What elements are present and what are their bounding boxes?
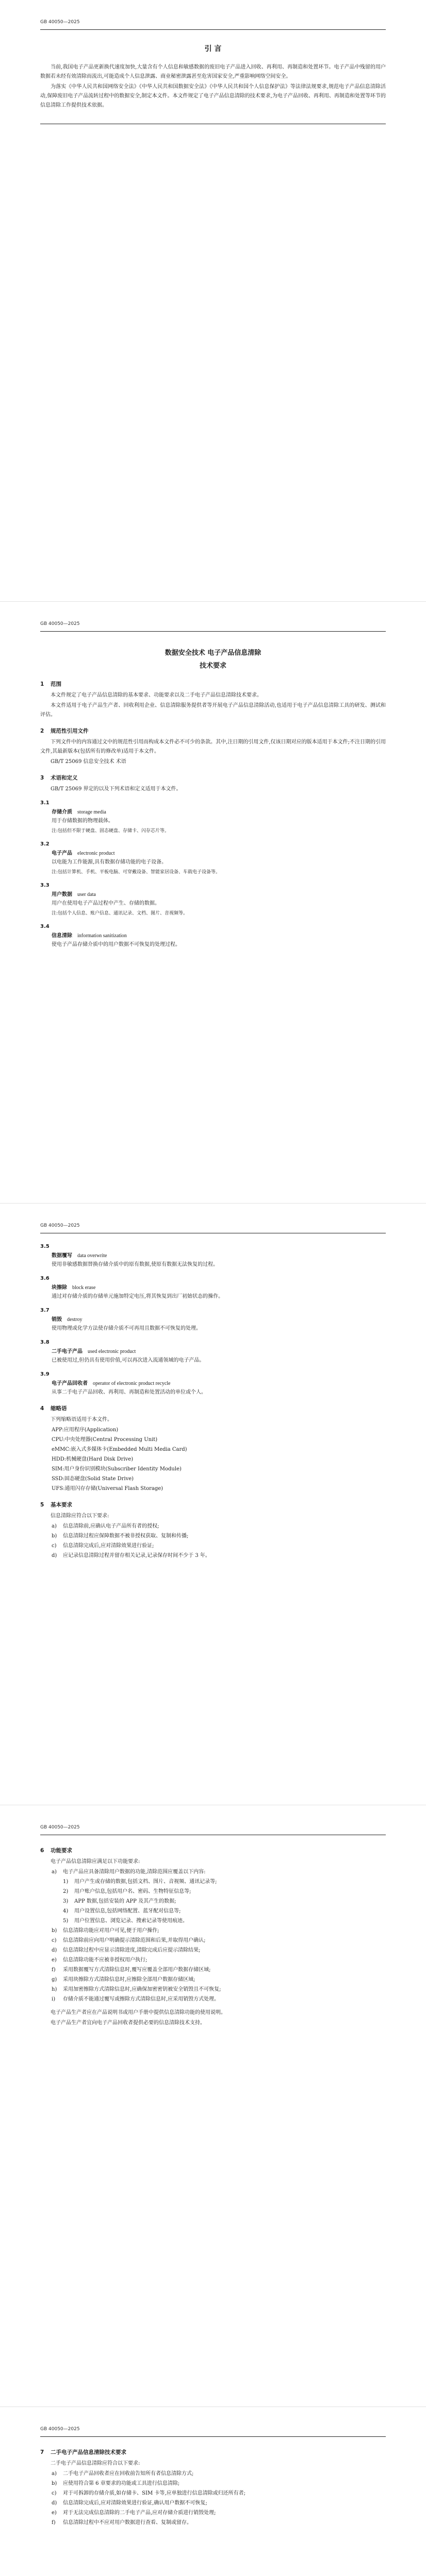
- term-definition: 通过对存储介质的存储单元施加特定电压,将其恢复到出厂初始状态的操作。: [52, 1294, 224, 1299]
- page-header: GB 40050—2025: [40, 20, 386, 30]
- page-main: [0, 602, 426, 1204]
- requirement-item: i) 存储介质不能通过覆写或擦除方式清除信息时,应采用销毁方式处理。: [52, 1996, 220, 2002]
- term-definition: 用于存储数据的物理载体。: [52, 818, 113, 824]
- requirement-item: e) 信息清除功能不应被非授权用户执行;: [52, 1957, 148, 1963]
- term-number: 3.1: [40, 800, 50, 806]
- requirement-subitem: 5) 用户位置信息、浏览记录、搜索记录等使用痕迹。: [63, 1918, 188, 1924]
- requirement-subitem: 3) APP 数据,包括安装的 APP 及其产生的数据;: [63, 1899, 176, 1904]
- term-title: 信息清除 information sanitization: [52, 933, 127, 939]
- term-definition: 使用物理或化学方法使存储介质不可再用且数据不可恢复的处理。: [52, 1326, 201, 1331]
- requirement-item: d) 信息清除过程中应显示清除进度,清除完成后应提示清除结果;: [52, 1947, 201, 1953]
- requirement-item: b) 应使用符合第 6 章要求的功能或工具进行信息清除;: [52, 2481, 180, 2486]
- section-paragraph: 下列文件中的内容通过文中的规范性引用而构成本文件必不可少的条款。其中,注日期的引用文件,仅该日期对应的版本适用于本文件;不注日期的引用文件,其最新版本(包括所有的修改单)适用于本文件。: [40, 739, 386, 754]
- term-number: 3.8: [40, 1340, 50, 1345]
- section-heading: 3 术语和定义: [40, 775, 78, 781]
- requirement-subitem: 1) 用户产生或存储的数据,包括文档、图片、音视频、通讯记录等;: [63, 1879, 217, 1885]
- page-intro: [0, 0, 426, 602]
- abbreviation-item: eMMC:嵌入式多媒体卡(Embedded Multi Media Card): [52, 1447, 187, 1452]
- page-header: GB 40050—2025: [40, 1223, 386, 1233]
- abbreviation-item: APP:应用程序(Application): [52, 1427, 119, 1433]
- requirement-item: d) 应记录信息清除过程并留存相关记录,记录保存时间不少于 3 年。: [52, 1553, 210, 1558]
- intro-paragraph: 当前,我国电子产品更新换代速度加快,大量含有个人信息和敏感数据的废旧电子产品进入回收、再利用、再制造和处置环节。电子产品中残留的用户数据若未经有效清除而流出,可能造成个人信息泄露、商业秘密泄露甚至危害国家安全,严重影响网络空间安全。: [40, 64, 386, 79]
- term-title: 二手电子产品 used electronic product: [52, 1349, 136, 1354]
- abbreviation-item: HDD:机械硬盘(Hard Disk Drive): [52, 1456, 134, 1462]
- term-title: 块擦除 block erase: [52, 1285, 96, 1291]
- requirement-item: c) 信息清除完成后,应对清除效果进行验证;: [52, 1543, 154, 1549]
- section-paragraph: 电子产品生产者应在产品说明书或用户手册中提供信息清除功能的使用说明。: [51, 2010, 226, 2015]
- term-number: 3.4: [40, 924, 50, 929]
- term-title: 存储介质 storage media: [52, 809, 106, 815]
- standard-title: 数据安全技术 电子产品信息清除: [165, 649, 261, 657]
- requirement-item: a) 信息清除前,应确认电子产品所有者的授权;: [52, 1523, 159, 1529]
- abbreviation-item: CPU:中央处理器(Central Processing Unit): [52, 1437, 158, 1443]
- term-note: 注:包括计算机、手机、平板电脑、可穿戴设备、智能家居设备、车载电子设备等。: [52, 870, 221, 875]
- term-definition: 使用非敏感数据替换存储介质中的原有数据,使原有数据无法恢复的过程。: [52, 1262, 219, 1267]
- term-number: 3.5: [40, 1244, 50, 1249]
- section-paragraph: 电子产品生产者宜向电子产品回收者提供必要的信息清除技术支持。: [51, 2020, 205, 2026]
- term-title: 销毁 destroy: [52, 1317, 83, 1323]
- section-paragraph: 二手电子产品信息清除应符合以下要求:: [51, 2461, 140, 2466]
- requirement-item: b) 信息清除功能应对用户可见,便于用户操作;: [52, 1928, 159, 1934]
- term-title: 用户数据 user data: [52, 892, 96, 897]
- section-paragraph: 电子产品信息清除应满足以下功能要求:: [51, 1859, 140, 1865]
- section-heading: 6 功能要求: [40, 1848, 72, 1854]
- abbreviation-item: SSD:固态硬盘(Solid State Drive): [52, 1476, 134, 1482]
- section-paragraph: 信息清除应符合以下要求:: [51, 1513, 109, 1519]
- requirement-item: f) 信息清除过程中不应对用户数据进行查看、复制或留存。: [52, 2520, 192, 2526]
- term-definition: 以电能为工作能源,具有数据存储功能的电子设备。: [52, 859, 167, 865]
- page-header: GB 40050—2025: [40, 1825, 386, 1835]
- section-paragraph: GB/T 25069 界定的以及下列术语和定义适用于本文件。: [51, 786, 182, 792]
- term-definition: 使电子产品存储介质中的用户数据不可恢复的处理过程。: [52, 942, 181, 947]
- requirement-item: c) 信息清除前应向用户明确提示清除范围和后果,并取得用户确认;: [52, 1938, 206, 1943]
- page-used-products: [0, 2407, 426, 2576]
- term-number: 3.7: [40, 1308, 50, 1313]
- requirement-item: g) 采用块擦除方式清除信息时,应擦除全部用户数据存储区域;: [52, 1977, 195, 1982]
- requirement-item: e) 对于无法完成信息清除的二手电子产品,应对存储介质进行销毁处理;: [52, 2510, 216, 2516]
- standard-subtitle: 技术要求: [199, 662, 226, 670]
- term-number: 3.3: [40, 883, 50, 888]
- term-title: 电子产品回收者 operator of electronic product recycle: [52, 1381, 171, 1386]
- requirement-item: b) 信息清除过程应保障数据不被非授权获取、复制和传播;: [52, 1533, 189, 1539]
- requirement-subitem: 4) 用户设置信息,包括网络配置、蓝牙配对信息等;: [63, 1908, 181, 1914]
- page-terms: [0, 1204, 426, 1805]
- requirement-item: f) 采用数据覆写方式清除信息时,覆写应覆盖全部用户数据存储区域;: [52, 1967, 211, 1973]
- term-title: 数据覆写 data overwrite: [52, 1253, 107, 1259]
- term-number: 3.6: [40, 1276, 50, 1281]
- section-heading: 1 范围: [40, 681, 61, 687]
- intro-title: 引 言: [204, 45, 222, 53]
- term-number: 3.9: [40, 1371, 50, 1377]
- term-definition: 用户在使用电子产品过程中产生、存储的数据。: [52, 901, 160, 906]
- intro-paragraph: 为落实《中华人民共和国网络安全法》《中华人民共和国数据安全法》《中华人民共和国个人信息保护法》等法律法规要求,规范电子产品信息清除活动,保障废旧电子产品流转过程中的数据安全,制定本文件。本文件规定了电子产品信息清除的技术要求,为电子产品回收、再利用、再制造和处置等环节的信息清除工作提供技术依据。: [40, 84, 386, 108]
- requirement-subitem: 2) 用户账户信息,包括用户名、密码、生物特征信息等;: [63, 1889, 191, 1894]
- reference-item: GB/T 25069 信息安全技术 术语: [51, 759, 126, 765]
- section-heading: 4 缩略语: [40, 1405, 67, 1412]
- section-heading: 7 二手电子产品信息清除技术要求: [40, 2449, 126, 2455]
- section-paragraph: 本文件适用于电子产品生产者、回收利用企业、信息清除服务提供者等开展电子产品信息清除活动,也适用于电子产品信息清除工具的研发、测试和评估。: [40, 703, 386, 718]
- term-title: 电子产品 electronic product: [52, 851, 115, 856]
- section-paragraph: 下列缩略语适用于本文件。: [51, 1417, 112, 1422]
- page-header: GB 40050—2025: [40, 2427, 386, 2437]
- abbreviation-item: UFS:通用闪存存储(Universal Flash Storage): [52, 1486, 163, 1492]
- term-definition: 已被使用过,但仍具有使用价值,可以再次进入流通领域的电子产品。: [52, 1358, 205, 1363]
- requirement-item: h) 采用加密擦除方式清除信息时,应确保加密密钥被安全销毁且不可恢复;: [52, 1987, 221, 1992]
- section-paragraph: 本文件规定了电子产品信息清除的基本要求、功能要求以及二手电子产品信息清除技术要求。: [51, 692, 262, 698]
- abbreviation-item: SIM:用户身份识别模块(Subscriber Identity Module): [52, 1466, 182, 1472]
- requirement-item: a) 二手电子产品回收者应在回收前告知所有者信息清除方式;: [52, 2471, 194, 2477]
- section-heading: 5 基本要求: [40, 1502, 72, 1508]
- page-functions: [0, 1805, 426, 2407]
- requirement-item: c) 对于可拆卸的存储介质,如存储卡、SIM 卡等,应单独进行信息清除或归还所有者;: [52, 2490, 245, 2496]
- requirement-item: a) 电子产品应具备清除用户数据的功能,清除范围应覆盖以下内容:: [52, 1869, 206, 1875]
- term-definition: 从事二手电子产品回收、再利用、再制造和处置活动的单位或个人。: [52, 1389, 206, 1395]
- requirement-item: d) 信息清除完成后,应对清除效果进行验证,确认用户数据不可恢复;: [52, 2500, 207, 2506]
- term-note: 注:包括但不限于硬盘、固态硬盘、存储卡、闪存芯片等。: [52, 828, 170, 834]
- page-header: GB 40050—2025: [40, 621, 386, 632]
- term-note: 注:包括个人信息、账户信息、通讯记录、文档、图片、音视频等。: [52, 911, 188, 916]
- section-heading: 2 规范性引用文件: [40, 728, 89, 734]
- term-number: 3.2: [40, 841, 50, 847]
